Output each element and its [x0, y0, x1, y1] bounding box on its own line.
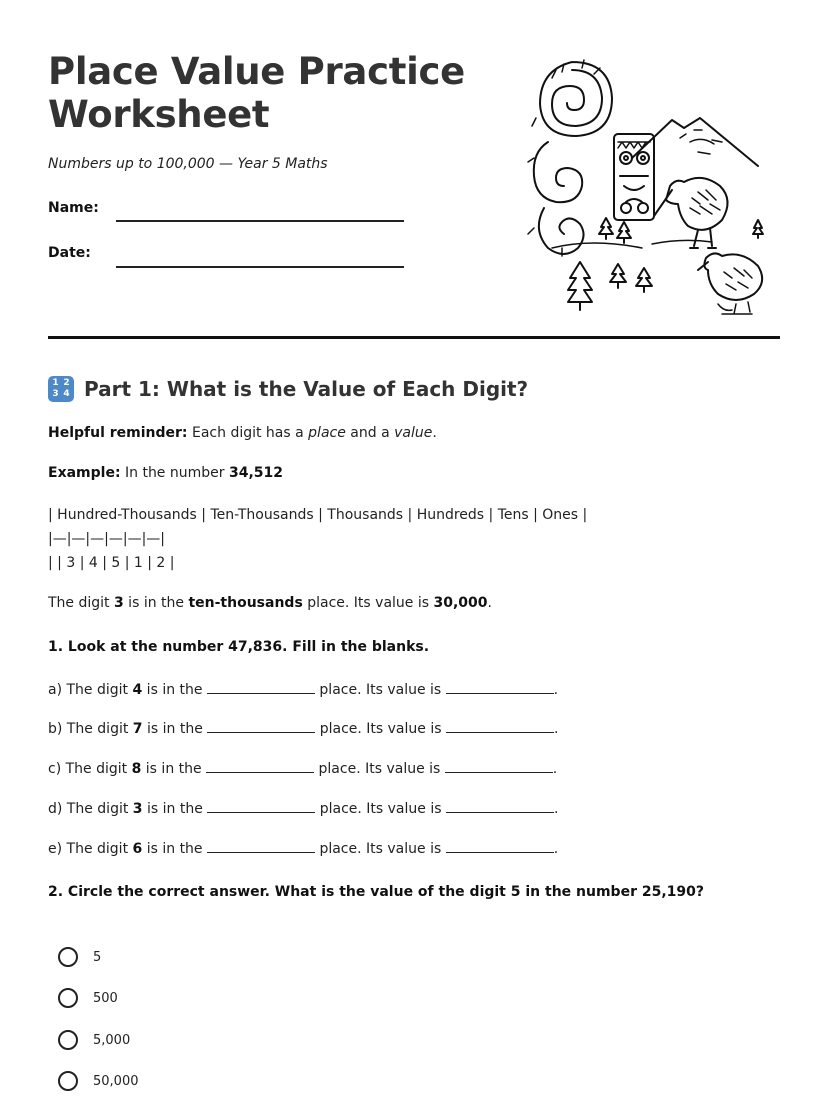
name-label: Name: — [48, 200, 99, 216]
radio-button[interactable] — [58, 1071, 78, 1091]
maori-illustration-image — [522, 58, 772, 320]
keycap-1234-icon: 1 2 3 4 — [48, 376, 74, 402]
option-label: 5,000 — [93, 1032, 131, 1048]
question-1a: a) The digit 4 is in the place. Its value is . — [48, 682, 559, 698]
question-1-prompt: 1. Look at the number 47,836. Fill in the blanks. — [48, 639, 430, 655]
option-5000[interactable] — [58, 1028, 130, 1052]
example-line: Example: In the number 34,512 — [48, 465, 283, 481]
place-value-table-values: | | 3 | 4 | 5 | 1 | 2 | — [48, 555, 175, 571]
radio-button[interactable] — [58, 1030, 78, 1050]
place-blank[interactable] — [207, 799, 315, 813]
page-subtitle: Numbers up to 100,000 — Year 5 Maths — [48, 156, 328, 172]
value-blank[interactable] — [445, 759, 553, 773]
question-1b: b) The digit 7 is in the place. Its value is . — [48, 721, 559, 737]
question-2-prompt: 2. Circle the correct answer. What is the value of the digit 5 in the number 25,190? — [48, 884, 704, 900]
helpful-reminder: Helpful reminder: Each digit has a place and a value. — [48, 425, 437, 441]
option-label: 50,000 — [93, 1073, 139, 1089]
radio-button[interactable] — [58, 947, 78, 967]
value-blank[interactable] — [446, 799, 554, 813]
option-500[interactable] — [58, 986, 118, 1010]
question-1d: d) The digit 3 is in the place. Its value is . — [48, 801, 559, 817]
place-value-table-separator: |—|—|—|—|—|—| — [48, 531, 166, 547]
option-label: 500 — [93, 990, 118, 1006]
part1-heading-text: Part 1: What is the Value of Each Digit? — [84, 377, 529, 401]
place-blank[interactable] — [206, 759, 314, 773]
value-blank[interactable] — [446, 839, 554, 853]
example-explanation: The digit 3 is in the ten-thousands place. Its value is 30,000. — [48, 595, 492, 611]
place-blank[interactable] — [207, 719, 315, 733]
option-5[interactable] — [58, 945, 101, 969]
date-field[interactable] — [116, 266, 404, 268]
radio-button[interactable] — [58, 988, 78, 1008]
option-label: 5 — [93, 949, 102, 965]
question-1e: e) The digit 6 is in the place. Its value is . — [48, 841, 559, 857]
date-label: Date: — [48, 245, 91, 261]
value-blank[interactable] — [446, 719, 554, 733]
question-1c: c) The digit 8 is in the place. Its value is . — [48, 761, 558, 777]
part1-heading — [48, 372, 528, 406]
name-field[interactable] — [116, 220, 404, 222]
value-blank[interactable] — [446, 680, 554, 694]
header-divider — [48, 336, 780, 339]
page-title: Place Value Practice Worksheet — [48, 50, 465, 136]
place-value-table-header: | Hundred-Thousands | Ten-Thousands | Thousands | Hundreds | Tens | Ones | — [48, 507, 588, 523]
place-blank[interactable] — [207, 680, 315, 694]
place-blank[interactable] — [207, 839, 315, 853]
option-50000[interactable] — [58, 1069, 139, 1093]
